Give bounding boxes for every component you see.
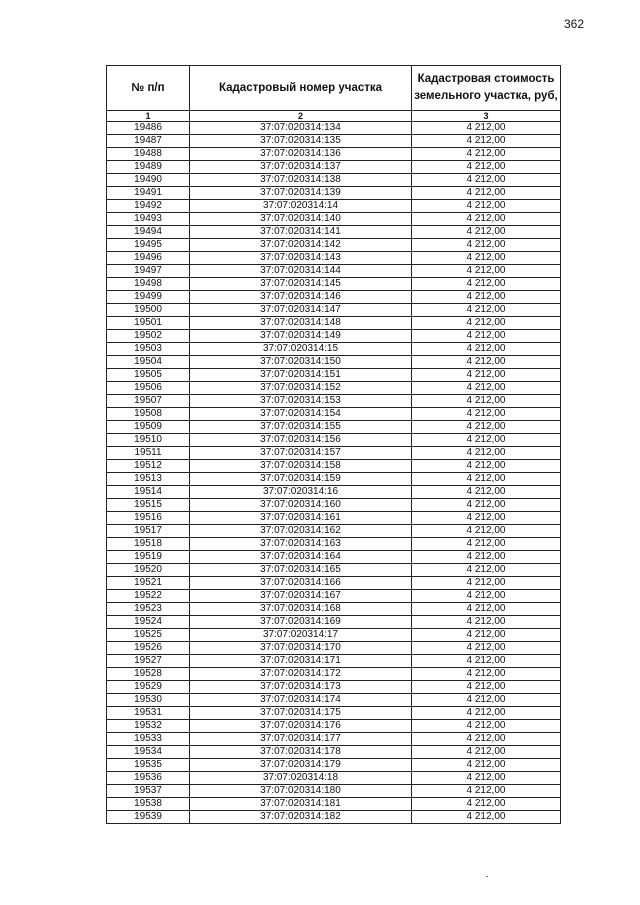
cadastral-number: 37:07:020314:157 xyxy=(190,447,412,460)
table-row xyxy=(107,798,561,811)
cadastral-number: 37:07:020314:17 xyxy=(190,629,412,642)
table-row xyxy=(107,655,561,668)
row-index: 19521 xyxy=(107,577,190,590)
cadastral-value: 4 212,00 xyxy=(412,330,561,343)
cadastral-value: 4 212,00 xyxy=(412,356,561,369)
cadastral-value: 4 212,00 xyxy=(412,668,561,681)
row-index: 19501 xyxy=(107,317,190,330)
cadastral-number: 37:07:020314:154 xyxy=(190,408,412,421)
column-number: 3 xyxy=(412,111,561,122)
cadastral-value: 4 212,00 xyxy=(412,395,561,408)
table-row xyxy=(107,499,561,512)
cadastral-number: 37:07:020314:174 xyxy=(190,694,412,707)
table-row xyxy=(107,174,561,187)
row-index: 19518 xyxy=(107,538,190,551)
table-row xyxy=(107,616,561,629)
cadastral-value: 4 212,00 xyxy=(412,408,561,421)
row-index: 19535 xyxy=(107,759,190,772)
cadastral-value: 4 212,00 xyxy=(412,499,561,512)
cadastral-value: 4 212,00 xyxy=(412,317,561,330)
cadastral-value: 4 212,00 xyxy=(412,434,561,447)
table-row xyxy=(107,408,561,421)
row-index: 19528 xyxy=(107,668,190,681)
cadastral-value: 4 212,00 xyxy=(412,304,561,317)
cadastral-value: 4 212,00 xyxy=(412,265,561,278)
cadastral-number: 37:07:020314:144 xyxy=(190,265,412,278)
cadastral-value: 4 212,00 xyxy=(412,538,561,551)
cadastral-value: 4 212,00 xyxy=(412,733,561,746)
cadastral-number: 37:07:020314:138 xyxy=(190,174,412,187)
header-row xyxy=(107,66,561,111)
cadastral-number: 37:07:020314:167 xyxy=(190,590,412,603)
cadastral-number: 37:07:020314:145 xyxy=(190,278,412,291)
table-row xyxy=(107,681,561,694)
table-row xyxy=(107,733,561,746)
table-row xyxy=(107,187,561,200)
row-index: 19498 xyxy=(107,278,190,291)
cadastral-table xyxy=(106,65,561,824)
cadastral-number: 37:07:020314:177 xyxy=(190,733,412,746)
row-index: 19532 xyxy=(107,720,190,733)
row-index: 19487 xyxy=(107,135,190,148)
cadastral-number: 37:07:020314:166 xyxy=(190,577,412,590)
cadastral-value: 4 212,00 xyxy=(412,382,561,395)
column-number-row xyxy=(107,111,561,122)
cadastral-value: 4 212,00 xyxy=(412,512,561,525)
cadastral-number: 37:07:020314:135 xyxy=(190,135,412,148)
cadastral-value: 4 212,00 xyxy=(412,720,561,733)
cadastral-number: 37:07:020314:173 xyxy=(190,681,412,694)
table-row xyxy=(107,356,561,369)
table-row xyxy=(107,564,561,577)
row-index: 19539 xyxy=(107,811,190,824)
cadastral-number: 37:07:020314:179 xyxy=(190,759,412,772)
cadastral-value: 4 212,00 xyxy=(412,343,561,356)
row-index: 19516 xyxy=(107,512,190,525)
cadastral-value: 4 212,00 xyxy=(412,291,561,304)
cadastral-value: 4 212,00 xyxy=(412,252,561,265)
row-index: 19517 xyxy=(107,525,190,538)
cadastral-value: 4 212,00 xyxy=(412,759,561,772)
table-row xyxy=(107,395,561,408)
cadastral-number: 37:07:020314:162 xyxy=(190,525,412,538)
row-index: 19515 xyxy=(107,499,190,512)
table-row xyxy=(107,772,561,785)
row-index: 19499 xyxy=(107,291,190,304)
table-row xyxy=(107,213,561,226)
cadastral-value: 4 212,00 xyxy=(412,772,561,785)
table-row xyxy=(107,226,561,239)
cadastral-value: 4 212,00 xyxy=(412,551,561,564)
row-index: 19506 xyxy=(107,382,190,395)
table-row xyxy=(107,252,561,265)
cadastral-value: 4 212,00 xyxy=(412,187,561,200)
cadastral-number: 37:07:020314:16 xyxy=(190,486,412,499)
cadastral-number: 37:07:020314:139 xyxy=(190,187,412,200)
cadastral-number: 37:07:020314:158 xyxy=(190,460,412,473)
row-index: 19504 xyxy=(107,356,190,369)
row-index: 19537 xyxy=(107,785,190,798)
row-index: 19520 xyxy=(107,564,190,577)
cadastral-value: 4 212,00 xyxy=(412,460,561,473)
row-index: 19511 xyxy=(107,447,190,460)
table-row xyxy=(107,330,561,343)
row-index: 19503 xyxy=(107,343,190,356)
table-row xyxy=(107,161,561,174)
row-index: 19512 xyxy=(107,460,190,473)
cadastral-number: 37:07:020314:181 xyxy=(190,798,412,811)
cadastral-value: 4 212,00 xyxy=(412,135,561,148)
cadastral-value: 4 212,00 xyxy=(412,577,561,590)
row-index: 19490 xyxy=(107,174,190,187)
table-row xyxy=(107,642,561,655)
cadastral-value: 4 212,00 xyxy=(412,746,561,759)
cadastral-number: 37:07:020314:160 xyxy=(190,499,412,512)
table-row xyxy=(107,512,561,525)
table-row xyxy=(107,291,561,304)
row-index: 19492 xyxy=(107,200,190,213)
cadastral-number: 37:07:020314:14 xyxy=(190,200,412,213)
column-number: 1 xyxy=(107,111,190,122)
cadastral-number: 37:07:020314:180 xyxy=(190,785,412,798)
table-row xyxy=(107,278,561,291)
table-row xyxy=(107,551,561,564)
table-row xyxy=(107,473,561,486)
table-row xyxy=(107,343,561,356)
table-row xyxy=(107,629,561,642)
cadastral-value: 4 212,00 xyxy=(412,174,561,187)
row-index: 19519 xyxy=(107,551,190,564)
row-index: 19527 xyxy=(107,655,190,668)
table-row xyxy=(107,707,561,720)
table-row xyxy=(107,460,561,473)
row-index: 19509 xyxy=(107,421,190,434)
row-index: 19513 xyxy=(107,473,190,486)
cadastral-number: 37:07:020314:169 xyxy=(190,616,412,629)
cadastral-value: 4 212,00 xyxy=(412,603,561,616)
cadastral-number: 37:07:020314:150 xyxy=(190,356,412,369)
cadastral-value: 4 212,00 xyxy=(412,239,561,252)
table-row xyxy=(107,538,561,551)
header-cadastral-number: Кадастровый номер участка xyxy=(190,66,412,111)
cadastral-value: 4 212,00 xyxy=(412,525,561,538)
row-index: 19494 xyxy=(107,226,190,239)
cadastral-number: 37:07:020314:156 xyxy=(190,434,412,447)
table-row xyxy=(107,434,561,447)
row-index: 19531 xyxy=(107,707,190,720)
cadastral-value: 4 212,00 xyxy=(412,564,561,577)
cadastral-number: 37:07:020314:153 xyxy=(190,395,412,408)
table-row xyxy=(107,577,561,590)
cadastral-value: 4 212,00 xyxy=(412,681,561,694)
cadastral-number: 37:07:020314:182 xyxy=(190,811,412,824)
row-index: 19510 xyxy=(107,434,190,447)
table-row xyxy=(107,486,561,499)
cadastral-value: 4 212,00 xyxy=(412,811,561,824)
table-row xyxy=(107,447,561,460)
table-row xyxy=(107,239,561,252)
table-row xyxy=(107,759,561,772)
cadastral-value: 4 212,00 xyxy=(412,486,561,499)
row-index: 19500 xyxy=(107,304,190,317)
row-index: 19514 xyxy=(107,486,190,499)
cadastral-value: 4 212,00 xyxy=(412,642,561,655)
row-index: 19523 xyxy=(107,603,190,616)
cadastral-number: 37:07:020314:136 xyxy=(190,148,412,161)
cadastral-value: 4 212,00 xyxy=(412,707,561,720)
table-row xyxy=(107,122,561,135)
cadastral-number: 37:07:020314:171 xyxy=(190,655,412,668)
table-row xyxy=(107,785,561,798)
cadastral-value: 4 212,00 xyxy=(412,213,561,226)
table-row xyxy=(107,304,561,317)
cadastral-number: 37:07:020314:163 xyxy=(190,538,412,551)
row-index: 19530 xyxy=(107,694,190,707)
page-number: 362 xyxy=(564,17,585,31)
cadastral-number: 37:07:020314:149 xyxy=(190,330,412,343)
table-row xyxy=(107,421,561,434)
cadastral-value: 4 212,00 xyxy=(412,785,561,798)
cadastral-number: 37:07:020314:178 xyxy=(190,746,412,759)
row-index: 19502 xyxy=(107,330,190,343)
row-index: 19505 xyxy=(107,369,190,382)
row-index: 19497 xyxy=(107,265,190,278)
header-number: № п/п xyxy=(107,66,190,111)
table-row xyxy=(107,382,561,395)
row-index: 19495 xyxy=(107,239,190,252)
cadastral-number: 37:07:020314:175 xyxy=(190,707,412,720)
cadastral-number: 37:07:020314:134 xyxy=(190,122,412,135)
row-index: 19524 xyxy=(107,616,190,629)
row-index: 19534 xyxy=(107,746,190,759)
table-row xyxy=(107,590,561,603)
row-index: 19508 xyxy=(107,408,190,421)
cadastral-number: 37:07:020314:142 xyxy=(190,239,412,252)
cadastral-value: 4 212,00 xyxy=(412,148,561,161)
cadastral-number: 37:07:020314:151 xyxy=(190,369,412,382)
table-row xyxy=(107,148,561,161)
cadastral-value: 4 212,00 xyxy=(412,161,561,174)
cadastral-value: 4 212,00 xyxy=(412,278,561,291)
cadastral-value: 4 212,00 xyxy=(412,473,561,486)
table-row xyxy=(107,200,561,213)
cadastral-value: 4 212,00 xyxy=(412,590,561,603)
row-index: 19536 xyxy=(107,772,190,785)
cadastral-number: 37:07:020314:140 xyxy=(190,213,412,226)
row-index: 19507 xyxy=(107,395,190,408)
cadastral-number: 37:07:020314:161 xyxy=(190,512,412,525)
table-row xyxy=(107,265,561,278)
cadastral-value: 4 212,00 xyxy=(412,616,561,629)
cadastral-number: 37:07:020314:148 xyxy=(190,317,412,330)
table-row xyxy=(107,694,561,707)
row-index: 19526 xyxy=(107,642,190,655)
table-row xyxy=(107,746,561,759)
cadastral-value: 4 212,00 xyxy=(412,447,561,460)
row-index: 19529 xyxy=(107,681,190,694)
header-cadastral-value: Кадастровая стоимость земельного участка, руб, xyxy=(412,66,561,111)
cadastral-number: 37:07:020314:172 xyxy=(190,668,412,681)
scan-speck xyxy=(486,876,488,877)
table-row xyxy=(107,317,561,330)
cadastral-value: 4 212,00 xyxy=(412,694,561,707)
table-row xyxy=(107,668,561,681)
cadastral-value: 4 212,00 xyxy=(412,226,561,239)
cadastral-number: 37:07:020314:15 xyxy=(190,343,412,356)
cadastral-number: 37:07:020314:159 xyxy=(190,473,412,486)
cadastral-number: 37:07:020314:146 xyxy=(190,291,412,304)
table-row xyxy=(107,369,561,382)
row-index: 19496 xyxy=(107,252,190,265)
row-index: 19493 xyxy=(107,213,190,226)
cadastral-number: 37:07:020314:176 xyxy=(190,720,412,733)
cadastral-number: 37:07:020314:152 xyxy=(190,382,412,395)
cadastral-value: 4 212,00 xyxy=(412,369,561,382)
cadastral-number: 37:07:020314:18 xyxy=(190,772,412,785)
cadastral-number: 37:07:020314:137 xyxy=(190,161,412,174)
row-index: 19488 xyxy=(107,148,190,161)
cadastral-value: 4 212,00 xyxy=(412,200,561,213)
row-index: 19522 xyxy=(107,590,190,603)
table-row xyxy=(107,720,561,733)
cadastral-value: 4 212,00 xyxy=(412,421,561,434)
row-index: 19525 xyxy=(107,629,190,642)
cadastral-number: 37:07:020314:170 xyxy=(190,642,412,655)
row-index: 19533 xyxy=(107,733,190,746)
table-row xyxy=(107,811,561,824)
cadastral-value: 4 212,00 xyxy=(412,122,561,135)
cadastral-number: 37:07:020314:147 xyxy=(190,304,412,317)
cadastral-number: 37:07:020314:168 xyxy=(190,603,412,616)
table-row xyxy=(107,525,561,538)
cadastral-number: 37:07:020314:165 xyxy=(190,564,412,577)
row-index: 19538 xyxy=(107,798,190,811)
column-number: 2 xyxy=(190,111,412,122)
cadastral-value: 4 212,00 xyxy=(412,629,561,642)
cadastral-number: 37:07:020314:141 xyxy=(190,226,412,239)
row-index: 19486 xyxy=(107,122,190,135)
cadastral-number: 37:07:020314:164 xyxy=(190,551,412,564)
cadastral-value: 4 212,00 xyxy=(412,798,561,811)
table-row xyxy=(107,603,561,616)
cadastral-number: 37:07:020314:143 xyxy=(190,252,412,265)
table-row xyxy=(107,135,561,148)
cadastral-value: 4 212,00 xyxy=(412,655,561,668)
row-index: 19491 xyxy=(107,187,190,200)
row-index: 19489 xyxy=(107,161,190,174)
cadastral-number: 37:07:020314:155 xyxy=(190,421,412,434)
